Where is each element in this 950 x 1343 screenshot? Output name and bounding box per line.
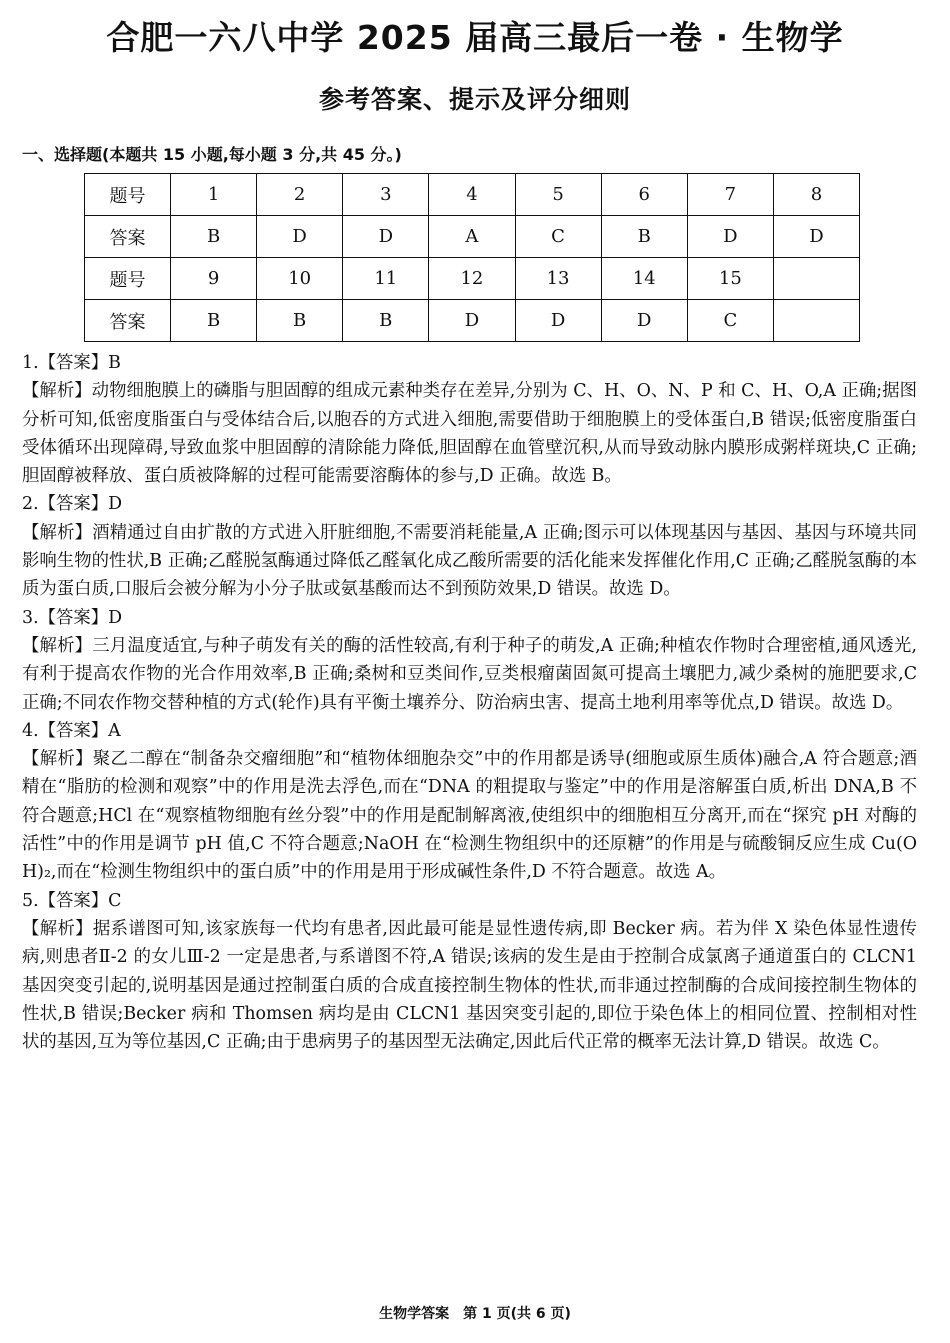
table-cell: D [343, 216, 429, 258]
table-cell: D [601, 300, 687, 342]
table-cell: 9 [171, 258, 257, 300]
table-cell: 5 [515, 174, 601, 216]
table-cell: D [773, 216, 859, 258]
answer-line: 4.【答案】A [22, 720, 121, 741]
table-cell: D [687, 216, 773, 258]
page-title: 合肥一六八中学 2025 届高三最后一卷 · 生物学 [106, 18, 844, 57]
answer-table [84, 173, 860, 342]
table-cell: 题号 [85, 258, 171, 300]
table-cell [773, 258, 859, 300]
table-cell: 4 [429, 174, 515, 216]
table-row [85, 300, 860, 342]
answer-line: 1.【答案】B [22, 353, 121, 373]
table-cell: B [171, 300, 257, 342]
table-cell: 6 [601, 174, 687, 216]
analysis-paragraph: 【解析】聚乙二醇在“制备杂交瘤细胞”和“植物体细胞杂交”中的作用都是诱导(细胞或原生质体)融合,A 符合题意;酒精在“脂肪的检测和观察”中的作用是洗去浮色,而在“DNA 的粗提取与鉴定”中的作用是溶解蛋白质,析出 DNA,B 不符合题意;HCl 在“观察植物细胞有丝分裂”中的作用是配制解离液,使组织中的细胞相互分离开,而在“探究 pH 对酶的活性”中的作用是调节 pH 值,C 不符合题意;NaOH 在“检测生物组织中的还原糖”的作用是与硫酸铜反应生成 Cu(OH)₂,而在“检测生物组织中的蛋白质”中的作用是用于形成碱性条件,D 不符合题意。故选 A。 [22, 749, 917, 883]
analysis-paragraph: 【解析】动物细胞膜上的磷脂与胆固醇的组成元素种类存在差异,分别为 C、H、O、N、P 和 C、H、O,A 正确;据图分析可知,低密度脂蛋白与受体结合后,以胞吞的方式进入细胞,需要借助于细胞膜上的受体蛋白,B 错误;低密度脂蛋白受体循环出现障碍,导致血浆中胆固醇的清除能力降低,胆固醇在血管壁沉积,从而导致动脉内膜形成粥样斑块,C 正确;胆固醇被释放、蛋白质被降解的过程可能需要溶酶体的参与,D 正确。故选 B。 [22, 381, 917, 487]
table-cell: 2 [257, 174, 343, 216]
table-row [85, 174, 860, 216]
table-row [85, 258, 860, 300]
table-cell: 题号 [85, 174, 171, 216]
table-cell: 12 [429, 258, 515, 300]
table-cell: 11 [343, 258, 429, 300]
answer-line: 3.【答案】D [22, 607, 123, 628]
table-cell [773, 300, 859, 342]
table-cell: B [601, 216, 687, 258]
page-footer: 生物学答案 第 1 页(共 6 页) [379, 1306, 571, 1322]
table-cell: 1 [171, 174, 257, 216]
answer-line: 5.【答案】C [22, 890, 122, 911]
table-cell: 13 [515, 258, 601, 300]
table-cell: D [515, 300, 601, 342]
page-subtitle: 参考答案、提示及评分细则 [318, 85, 631, 114]
table-cell: 3 [343, 174, 429, 216]
table-cell: 8 [773, 174, 859, 216]
analysis-paragraph: 【解析】酒精通过自由扩散的方式进入肝脏细胞,不需要消耗能量,A 正确;图示可以体现基因与基因、基因与环境共同影响生物的性状,B 正确;乙醛脱氢酶通过降低乙醛氧化成乙酸所需要的活化能来发挥催化作用,C 正确;乙醛脱氢酶的本质为蛋白质,口服后会被分解为小分子肽或氨基酸而达不到预防效果,D 错误。故选 D。 [22, 522, 917, 600]
table-cell: 7 [687, 174, 773, 216]
analysis-paragraph: 【解析】据系谱图可知,该家族每一代均有患者,因此最可能是显性遗传病,即 Becker 病。若为伴 X 染色体显性遗传病,则患者Ⅱ-2 的女儿Ⅲ-2 一定是患者,与系谱图不符,A 错误;该病的发生是由于控制合成氯离子通道蛋白的 CLCN1 基因突变引起的,说明基因是通过控制蛋白质的合成直接控制生物体的性状,而非通过控制酶的合成间接控制生物体的性状,B 错误;Becker 病和 Thomsen 病均是由 CLCN1 基因突变引起的,即位于染色体上的相同位置、控制相对性状的基因,互为等位基因,C 正确;由于患病男子的基因型无法确定,因此后代正常的概率无法计算,D 错误。故选 C。 [22, 918, 917, 1053]
answer-line: 2.【答案】D [22, 494, 123, 515]
table-cell: 答案 [85, 300, 171, 342]
table-cell: D [257, 216, 343, 258]
table-cell: 答案 [85, 216, 171, 258]
table-cell: B [343, 300, 429, 342]
table-cell: 15 [687, 258, 773, 300]
table-cell: B [171, 216, 257, 258]
table-row [85, 216, 860, 258]
table-cell: 14 [601, 258, 687, 300]
answer-explanations [22, 349, 917, 1056]
table-cell: 10 [257, 258, 343, 300]
table-cell: C [515, 216, 601, 258]
table-cell: A [429, 216, 515, 258]
section-heading: 一、选择题(本题共 15 小题,每小题 3 分,共 45 分。) [22, 145, 402, 164]
table-cell: C [687, 300, 773, 342]
analysis-paragraph: 【解析】三月温度适宜,与种子萌发有关的酶的活性较高,有利于种子的萌发,A 正确;种植农作物时合理密植,通风透光,有利于提高农作物的光合作用效率,B 正确;桑树和豆类间作,豆类根瘤菌固氮可提高土壤肥力,减少桑树的施肥要求,C 正确;不同农作物交替种植的方式(轮作)具有平衡土壤养分、防治病虫害、提高土地利用率等优点,D 错误。故选 D。 [22, 635, 917, 713]
table-cell: D [429, 300, 515, 342]
table-cell: B [257, 300, 343, 342]
